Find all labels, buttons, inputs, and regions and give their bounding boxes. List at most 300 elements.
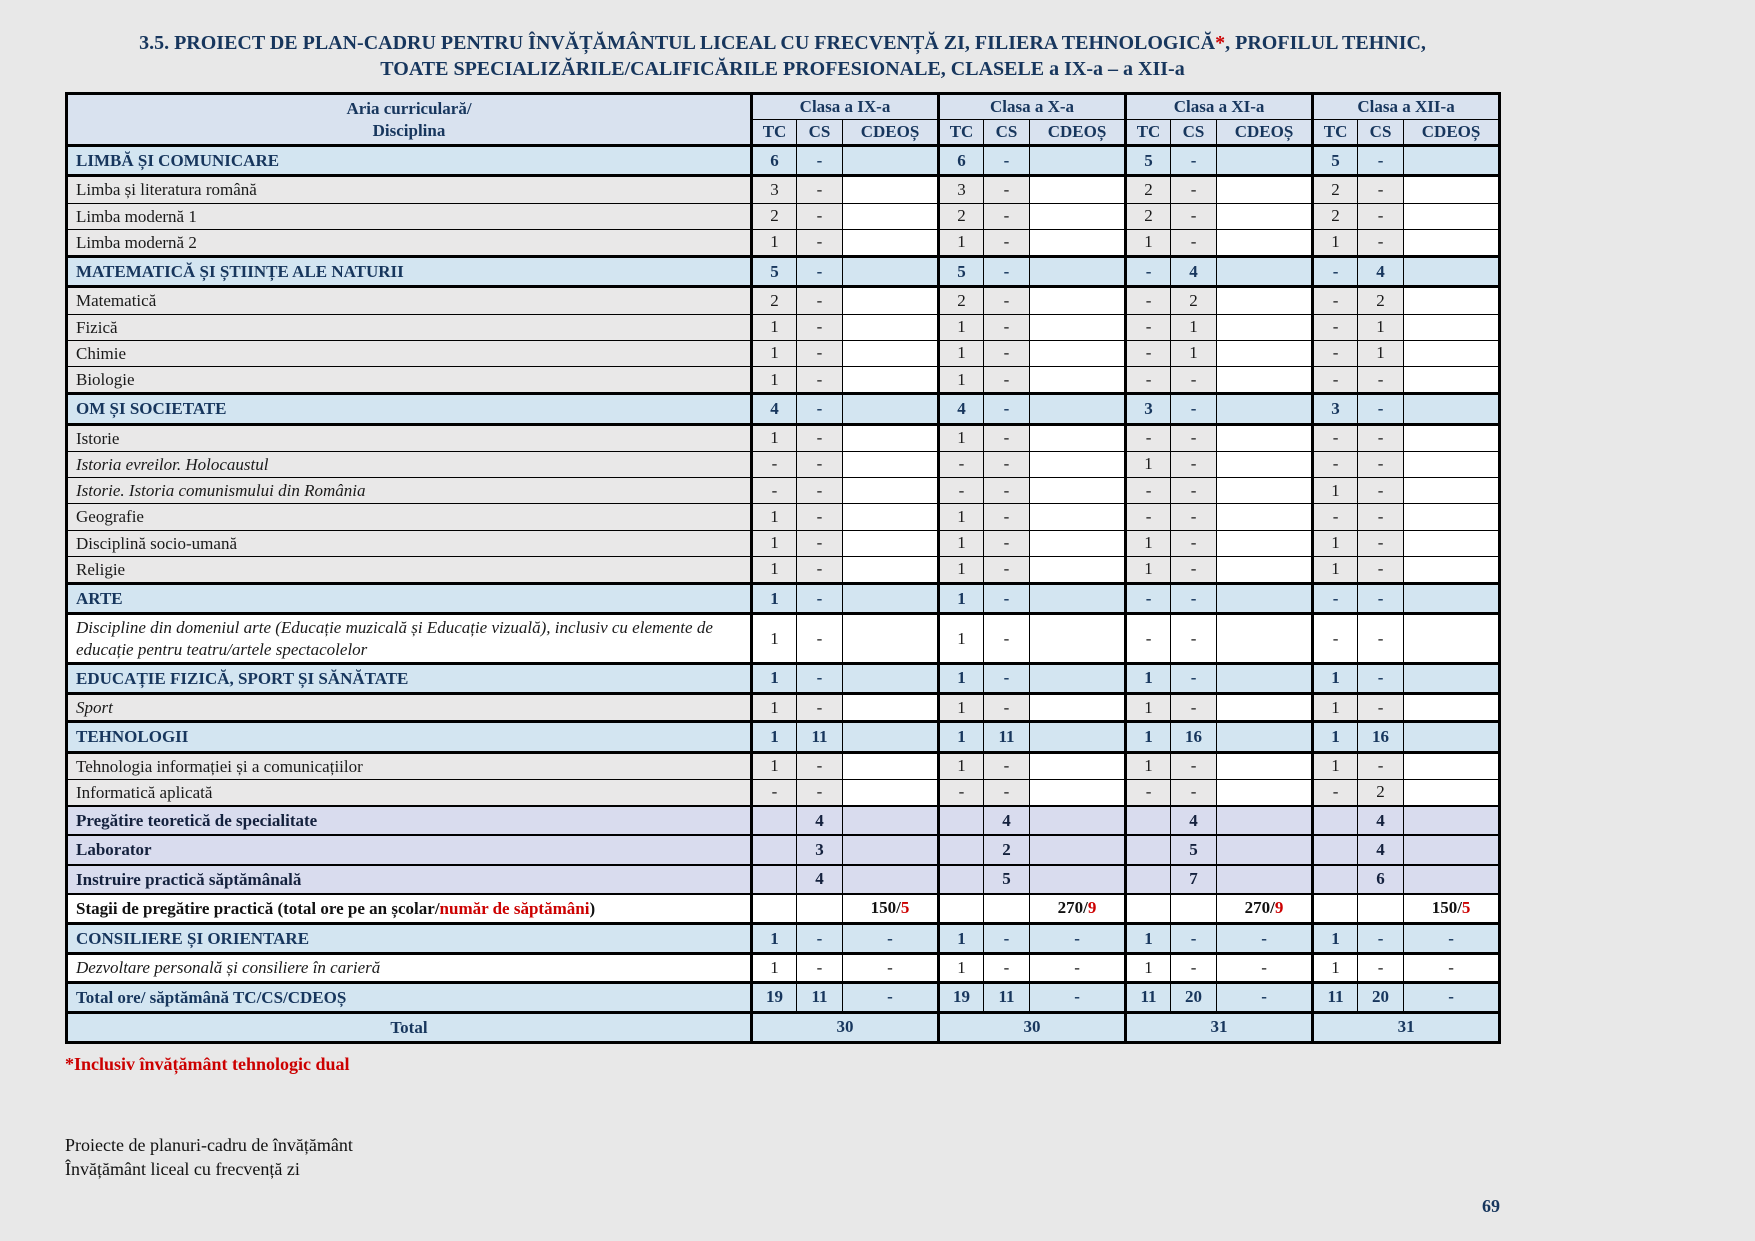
cell-value-red: 9 [1274, 898, 1284, 918]
cell-value: - [1313, 584, 1358, 614]
cell-value [1404, 229, 1500, 256]
cell-value [1030, 257, 1126, 287]
cell-value: - [939, 451, 984, 477]
row-label: Pregătire teoretică de specialitate [67, 806, 752, 835]
cell-value [1030, 865, 1126, 894]
cell-value [843, 146, 939, 176]
cell-value [1404, 367, 1500, 394]
aria-disciplina-header: Aria curriculară/ Disciplina [67, 94, 752, 146]
cell-value: - [984, 314, 1030, 340]
cell-value: - [1358, 752, 1404, 779]
cell-value: - [797, 954, 843, 982]
cell-value [843, 504, 939, 530]
table-row [67, 203, 1500, 229]
cell-value: - [843, 924, 939, 954]
subheader-tc: TC [752, 120, 797, 146]
table-row [67, 954, 1500, 982]
cell-value [1404, 663, 1500, 693]
cell-value: - [1171, 504, 1217, 530]
cell-value: 1 [752, 340, 797, 366]
cell-value: - [1126, 424, 1171, 451]
cell-value-red: 5 [900, 898, 910, 918]
cell-value: - [797, 504, 843, 530]
cell-value: - [752, 779, 797, 806]
page-title [65, 30, 1500, 82]
cell-value: - [1171, 146, 1217, 176]
cell-value: - [1358, 614, 1404, 664]
cell-value: - [1126, 340, 1171, 366]
cell-value [843, 722, 939, 752]
cell-value: - [984, 394, 1030, 424]
cell-value: 1 [752, 663, 797, 693]
cell-value: - [1171, 176, 1217, 203]
cell-value [843, 530, 939, 556]
cell-value: - [797, 229, 843, 256]
table-row [67, 478, 1500, 504]
cell-value: 1 [1126, 530, 1171, 556]
cell-value: 2 [752, 287, 797, 314]
cell-value: 4 [797, 865, 843, 894]
cell-value: - [797, 614, 843, 664]
class-header-2: Clasa a X-a [939, 94, 1126, 120]
cell-value: 6 [752, 146, 797, 176]
cell-value: - [984, 478, 1030, 504]
cell-value: - [797, 694, 843, 722]
cell-value [1217, 694, 1313, 722]
row-label: MATEMATICĂ ȘI ȘTIINȚE ALE NATURII [67, 257, 752, 287]
table-row [67, 394, 1500, 424]
cell-value: 20 [1358, 982, 1404, 1012]
cell-value: 4 [752, 394, 797, 424]
table-row [67, 314, 1500, 340]
cell-value: 11 [984, 982, 1030, 1012]
cell-value: 1 [1126, 451, 1171, 477]
cell-value [1404, 257, 1500, 287]
cell-value: 1 [1126, 229, 1171, 256]
cell-value [1313, 806, 1358, 835]
cell-value [843, 424, 939, 451]
subheader-tc: TC [1313, 120, 1358, 146]
cell-value: - [797, 176, 843, 203]
cell-value: 1 [1313, 954, 1358, 982]
cell-value [1030, 722, 1126, 752]
cell-value: 2 [939, 287, 984, 314]
class-header-3: Clasa a XI-a [1126, 94, 1313, 120]
cell-value [1217, 257, 1313, 287]
cell-value: 4 [1358, 257, 1404, 287]
cell-value: - [1313, 257, 1358, 287]
cell-value [843, 779, 939, 806]
cell-value [1404, 556, 1500, 583]
cell-value: 3 [1313, 394, 1358, 424]
cell-value: 1 [1313, 722, 1358, 752]
table-row [67, 424, 1500, 451]
cell-value: - [1404, 924, 1500, 954]
cell-value: - [797, 924, 843, 954]
cell-value: 20 [1171, 982, 1217, 1012]
cell-value [752, 894, 797, 924]
cell-value [752, 865, 797, 894]
cell-value: 11 [797, 982, 843, 1012]
cell-value: 1 [752, 504, 797, 530]
cell-value: - [984, 556, 1030, 583]
cell-value [1404, 394, 1500, 424]
row-label: Disciplină socio-umană [67, 530, 752, 556]
cell-value [1171, 894, 1217, 924]
cell-value: - [1171, 584, 1217, 614]
row-label: Religie [67, 556, 752, 583]
cell-value: - [797, 314, 843, 340]
cell-value: 1 [752, 614, 797, 664]
footnote: *Inclusiv învățământ tehnologic dual [65, 1054, 350, 1074]
cell-value: 11 [1313, 982, 1358, 1012]
subheader-cs: CS [1171, 120, 1217, 146]
cell-value-main: 150/ [1431, 898, 1462, 918]
cell-value: - [1171, 614, 1217, 664]
cell-value: - [797, 424, 843, 451]
cell-value: - [1404, 982, 1500, 1012]
cell-value: 1 [752, 229, 797, 256]
cell-value [939, 835, 984, 864]
cell-value: 1 [939, 722, 984, 752]
cell-value [1217, 584, 1313, 614]
cell-value [1404, 894, 1500, 924]
cell-value: - [939, 779, 984, 806]
cell-value: 1 [1313, 530, 1358, 556]
subheader-tc: TC [1126, 120, 1171, 146]
row-label: TEHNOLOGII [67, 722, 752, 752]
cell-value: - [984, 203, 1030, 229]
row-label: Discipline din domeniul arte (Educație muzicală și Educație vizuală), inclusiv cu elemente de educație pentru teatru/artele spectacolelor [67, 614, 752, 664]
table-row [67, 752, 1500, 779]
cell-value: 4 [797, 806, 843, 835]
cell-value: - [1313, 367, 1358, 394]
cell-value [843, 894, 939, 924]
cell-value [1030, 203, 1126, 229]
cell-value [1313, 894, 1358, 924]
cell-value: - [1217, 982, 1313, 1012]
cell-value: 1 [939, 614, 984, 664]
cell-value: - [1404, 954, 1500, 982]
cell-value: 1 [1313, 229, 1358, 256]
cell-value: - [1126, 614, 1171, 664]
cell-value: - [984, 146, 1030, 176]
cell-value: - [1171, 530, 1217, 556]
cell-value: - [1358, 530, 1404, 556]
cell-value [1030, 835, 1126, 864]
title-line-1-main: 3.5. PROIECT DE PLAN-CADRU PENTRU ÎNVĂȚĂMÂNTUL LICEAL CU FRECVENȚĂ ZI, FILIERA TEHNOLOGICĂ [139, 32, 1216, 54]
cell-value: - [1030, 982, 1126, 1012]
cell-value [1217, 752, 1313, 779]
cell-value: - [1126, 367, 1171, 394]
table-head [67, 94, 1500, 146]
table-row [67, 835, 1500, 864]
cell-value [1030, 694, 1126, 722]
cell-value: 5 [1171, 835, 1217, 864]
cell-value [843, 176, 939, 203]
table-row [67, 451, 1500, 477]
cell-value: - [1358, 451, 1404, 477]
cell-value: - [1171, 451, 1217, 477]
cell-value [843, 752, 939, 779]
cell-value-main: 150/ [870, 898, 901, 918]
cell-value: 1 [752, 722, 797, 752]
cell-value-main: 270/ [1244, 898, 1275, 918]
row-label: Biologie [67, 367, 752, 394]
cell-value: 1 [1358, 340, 1404, 366]
table-row [67, 257, 1500, 287]
table-row [67, 367, 1500, 394]
cell-value: 19 [752, 982, 797, 1012]
cell-value: 1 [939, 584, 984, 614]
cell-value: 2 [1358, 287, 1404, 314]
cell-value [1030, 478, 1126, 504]
cell-value [1404, 835, 1500, 864]
cell-value [1126, 865, 1171, 894]
cell-value: - [1358, 229, 1404, 256]
cell-value: 5 [1313, 146, 1358, 176]
cell-value [843, 694, 939, 722]
cell-value: - [984, 694, 1030, 722]
cell-value [1030, 451, 1126, 477]
page-number: 69 [1482, 1195, 1500, 1216]
cell-value: - [984, 229, 1030, 256]
table-row [67, 340, 1500, 366]
cell-value [1217, 146, 1313, 176]
subheader-tc: TC [939, 120, 984, 146]
cell-value [843, 394, 939, 424]
cell-value: - [1358, 504, 1404, 530]
cell-value: 5 [752, 257, 797, 287]
cell-value: - [752, 478, 797, 504]
table-row [67, 894, 1500, 924]
cell-value [1217, 806, 1313, 835]
cell-value: 7 [1171, 865, 1217, 894]
cell-value: - [797, 584, 843, 614]
cell-value: - [984, 176, 1030, 203]
cell-value: - [984, 779, 1030, 806]
cell-value: - [797, 257, 843, 287]
footer-block [65, 1133, 1500, 1182]
row-label: Limba și literatura română [67, 176, 752, 203]
title-asterisk: * [1215, 32, 1226, 54]
cell-value: 3 [752, 176, 797, 203]
table-row [67, 865, 1500, 894]
subheader-cs: CS [984, 120, 1030, 146]
cell-value: - [1358, 478, 1404, 504]
cell-value: 4 [1358, 806, 1404, 835]
cell-value [1126, 894, 1171, 924]
cell-value: - [1126, 478, 1171, 504]
table-row [67, 176, 1500, 203]
cell-value [1030, 314, 1126, 340]
cell-value [1404, 614, 1500, 664]
cell-value: 1 [752, 924, 797, 954]
cell-value: 2 [1171, 287, 1217, 314]
table-row [67, 806, 1500, 835]
cell-value [939, 894, 984, 924]
cell-value [1217, 203, 1313, 229]
title-line-2: TOATE SPECIALIZĂRILE/CALIFICĂRILE PROFESIONALE, CLASELE a IX-a – a XII-a [380, 58, 1185, 80]
cell-value: 19 [939, 982, 984, 1012]
cell-value: 2 [752, 203, 797, 229]
cell-value: 3 [797, 835, 843, 864]
cell-value: - [752, 451, 797, 477]
cell-value: - [1358, 203, 1404, 229]
cell-value: - [1171, 394, 1217, 424]
cell-value: - [1313, 614, 1358, 664]
cell-value: 6 [1358, 865, 1404, 894]
title-line-1-end: , PROFILUL TEHNIC, [1225, 32, 1426, 54]
row-label: Istorie [67, 424, 752, 451]
cell-value: 4 [1358, 835, 1404, 864]
plan-table-body [67, 146, 1500, 1043]
table-row [67, 924, 1500, 954]
cell-value [1217, 287, 1313, 314]
row-label: Geografie [67, 504, 752, 530]
cell-value [1030, 146, 1126, 176]
row-label: Tehnologia informației și a comunicațiilor [67, 752, 752, 779]
row-label [67, 894, 752, 924]
cell-value-red: 9 [1087, 898, 1097, 918]
row-label: Total ore/ săptămână TC/CS/CDEOȘ [67, 982, 752, 1012]
cell-value: 1 [939, 954, 984, 982]
row-label-red-segment: număr de săptămâni [439, 898, 590, 918]
cell-value: 5 [984, 865, 1030, 894]
cell-value: - [1217, 924, 1313, 954]
cell-value: 1 [939, 752, 984, 779]
cell-value [1313, 865, 1358, 894]
cell-value: - [984, 367, 1030, 394]
group-total-value: 31 [1126, 1012, 1313, 1042]
cell-value [797, 894, 843, 924]
row-label: Limba modernă 2 [67, 229, 752, 256]
cell-value [843, 367, 939, 394]
table-row [67, 584, 1500, 614]
table-row [67, 663, 1500, 693]
cell-value [1217, 229, 1313, 256]
cell-value [1404, 314, 1500, 340]
subheader-cdeoș: CDEOȘ [1217, 120, 1313, 146]
cell-value [1404, 203, 1500, 229]
cell-value [1404, 779, 1500, 806]
cell-value: - [984, 424, 1030, 451]
cell-value: - [797, 478, 843, 504]
row-label-segment: ) [589, 898, 596, 918]
cell-value [1217, 340, 1313, 366]
table-row [67, 556, 1500, 583]
cell-value: - [797, 340, 843, 366]
cell-value [939, 806, 984, 835]
cell-value [843, 451, 939, 477]
cell-value: 1 [939, 340, 984, 366]
cell-value: - [1313, 287, 1358, 314]
cell-value: - [797, 367, 843, 394]
cell-value [1404, 176, 1500, 203]
cell-value: - [797, 663, 843, 693]
cell-value [1313, 835, 1358, 864]
cell-value [843, 340, 939, 366]
cell-value [1404, 865, 1500, 894]
row-label-segment: Stagii de pregătire practică (total ore pe an școlar/ [76, 898, 440, 918]
cell-value: - [1126, 504, 1171, 530]
cell-value: - [984, 340, 1030, 366]
cell-value [1030, 806, 1126, 835]
cell-value: - [1358, 367, 1404, 394]
subheader-cdeoș: CDEOȘ [1030, 120, 1126, 146]
cell-value: - [1358, 176, 1404, 203]
cell-value: - [984, 584, 1030, 614]
cell-value [1217, 424, 1313, 451]
cell-value: - [843, 982, 939, 1012]
cell-value: - [1171, 229, 1217, 256]
cell-value [1404, 694, 1500, 722]
cell-value: 1 [939, 530, 984, 556]
row-label: Istoria evreilor. Holocaustul [67, 451, 752, 477]
cell-value: - [984, 451, 1030, 477]
cell-value: 4 [984, 806, 1030, 835]
cell-value: 1 [1313, 478, 1358, 504]
cell-value: 1 [939, 556, 984, 583]
table-row [67, 694, 1500, 722]
cell-value [1404, 752, 1500, 779]
cell-value: - [1126, 584, 1171, 614]
cell-value: 1 [1171, 340, 1217, 366]
cell-value: - [797, 752, 843, 779]
cell-value [843, 806, 939, 835]
cell-value: 1 [939, 504, 984, 530]
cell-value: 1 [939, 367, 984, 394]
table-row [67, 146, 1500, 176]
cell-value: 1 [752, 584, 797, 614]
table-row [67, 504, 1500, 530]
cell-value: 11 [1126, 982, 1171, 1012]
cell-value [1030, 894, 1126, 924]
cell-value: 2 [939, 203, 984, 229]
cell-value: 1 [752, 556, 797, 583]
cell-value [843, 614, 939, 664]
cell-value: - [1030, 924, 1126, 954]
cell-value [1217, 367, 1313, 394]
cell-value [843, 257, 939, 287]
footer-line-1: Proiecte de planuri-cadru de învățământ [65, 1135, 353, 1155]
cell-value: 1 [1126, 694, 1171, 722]
cell-value [1030, 504, 1126, 530]
cell-value [1217, 865, 1313, 894]
row-label: Informatică aplicată [67, 779, 752, 806]
cell-value: 1 [1126, 752, 1171, 779]
cell-value: 2 [984, 835, 1030, 864]
cell-value: - [1358, 694, 1404, 722]
cell-value: - [1358, 146, 1404, 176]
cell-value: 2 [1126, 203, 1171, 229]
cell-value [1030, 779, 1126, 806]
cell-value: - [1313, 314, 1358, 340]
cell-value [1126, 835, 1171, 864]
cell-value: - [984, 954, 1030, 982]
cell-value: - [797, 203, 843, 229]
curriculum-table [65, 92, 1501, 1044]
table-row [67, 982, 1500, 1012]
cell-value: - [1171, 779, 1217, 806]
cell-value: - [1126, 314, 1171, 340]
cell-value: 1 [1126, 556, 1171, 583]
row-label: Dezvoltare personală și consiliere în carieră [67, 954, 752, 982]
cell-value: 1 [1126, 954, 1171, 982]
cell-value: 2 [1358, 779, 1404, 806]
cell-value: 1 [939, 694, 984, 722]
cell-value [843, 584, 939, 614]
